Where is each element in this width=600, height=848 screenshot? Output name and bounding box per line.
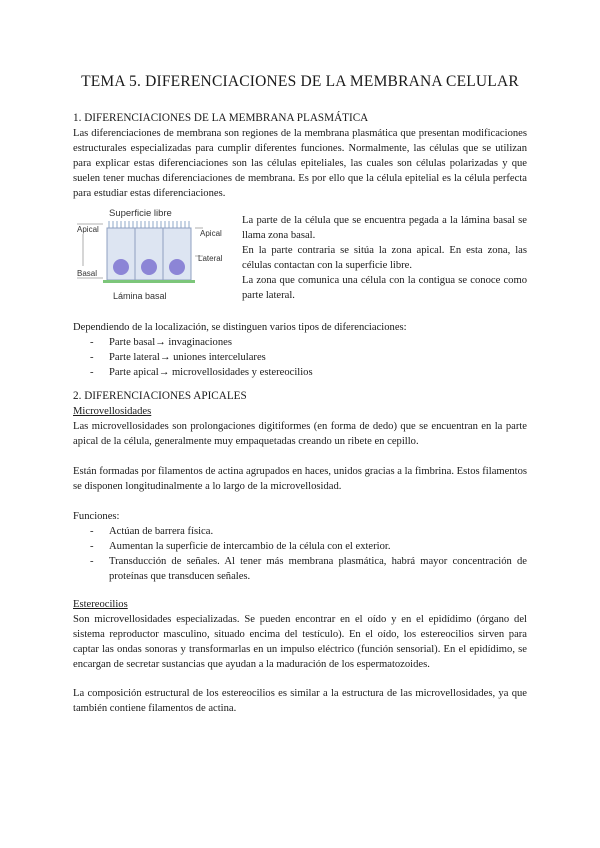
microvilli-p2: Están formadas por filamentos de actina agrupados en haces, unidos gracias a la fimbrina. Estos filamentos se disponen longitudinalmente a lo largo de la microvellosidad. xyxy=(73,466,527,492)
section-1-intro: Las diferenciaciones de membrana son regiones de la membrana plasmática que presentan modificaciones estructurales especializadas para cumplir diferentes funciones. Normalmente, las células que se utilizan para explicar estas diferenciaciones son las células epiteliales, las cuales son células polarizadas y que suelen tener muchas diferenciaciones de membrana. Es por ello que la célula epitelial es la célula perfecta para estudiar estas diferenciaciones. xyxy=(73,128,527,199)
figure-label-lateral: Lateral xyxy=(198,254,223,263)
section-1 xyxy=(73,111,527,201)
fig-text-apical: En la parte contraria se sitúa la zona apical. En esta zona, las células contactan con la superficie libre. xyxy=(242,245,527,271)
section-2-heading: 2. DIFERENCIACIONES APICALES xyxy=(73,390,247,402)
figure-description xyxy=(242,213,527,303)
types-list xyxy=(73,335,527,380)
list-item: - Parte basal→ invaginaciones xyxy=(73,335,527,350)
list-item: - Transducción de señales. Al tener más membrana plasmática, habrá mayor concentración de proteínas que transducen señales. xyxy=(73,554,527,584)
figure-label-top: Superficie libre xyxy=(109,208,172,219)
figure-label-apical-right: Apical xyxy=(200,229,222,238)
fig-text-lateral: La zona que comunica una célula con la contigua se conoce como parte lateral. xyxy=(242,275,527,301)
microvilli-functions xyxy=(73,509,527,584)
microvilli-subheading: Microvellosidades xyxy=(73,406,152,417)
page-title: TEMA 5. DIFERENCIACIONES DE LA MEMBRANA CELULAR xyxy=(81,73,519,90)
functions-label: Funciones: xyxy=(73,511,120,522)
stereocilia-p1: Son microvellosidades especializadas. Se pueden encontrar en el oído y en el epidídimo (órgano del sistema reproductor masculino, situado encima del testículo). En el oído, los estereocilios sirven para captar las ondas sonoras y transformarlas en un impulso eléctrico (función sensorial). En el epidídimo, se encargan de secretar sustancias que ayudan a la maduración de los espermatozoides. xyxy=(73,614,527,670)
figure-label-bottom: Lámina basal xyxy=(113,291,167,301)
stereocilia-p2: La composición estructural de los estereocilios es similar a la estructura de las microvellosidades, ya que también contiene filamentos de actina. xyxy=(73,688,527,714)
fig-text-basal: La parte de la célula que se encuentra pegada a la lámina basal se llama zona basal. xyxy=(242,215,527,241)
section-1-heading: 1. DIFERENCIACIONES DE LA MEMBRANA PLASMÁTICA xyxy=(73,112,369,124)
differentiation-types xyxy=(73,320,527,380)
list-item: - Actúan de barrera física. xyxy=(73,524,527,539)
list-item: - Parte lateral→ uniones intercelulares xyxy=(73,350,527,365)
list-item: - Parte apical→ microvellosidades y estereocilios xyxy=(73,365,527,380)
figure-label-apical-left: Apical xyxy=(77,225,99,234)
section-2 xyxy=(73,389,527,449)
list-item: - Aumentan la superficie de intercambio de la célula con el exterior. xyxy=(73,539,527,554)
types-intro: Dependiendo de la localización, se distinguen varios tipos de diferenciaciones: xyxy=(73,322,407,333)
stereocilia-section xyxy=(73,597,527,672)
stereocilia-subheading: Estereocilios xyxy=(73,599,128,610)
functions-list xyxy=(73,524,527,584)
microvilli-p1: Las microvellosidades son prolongaciones digitiformes (en forma de dedo) que se encuentran en la parte apical de la célula, generalmente muy empaquetadas creando un ribete en cepillo. xyxy=(73,421,527,447)
epithelial-cell-diagram xyxy=(73,204,233,304)
figure-label-basal: Basal xyxy=(77,269,98,278)
epithelial-cell-figure xyxy=(73,204,233,304)
